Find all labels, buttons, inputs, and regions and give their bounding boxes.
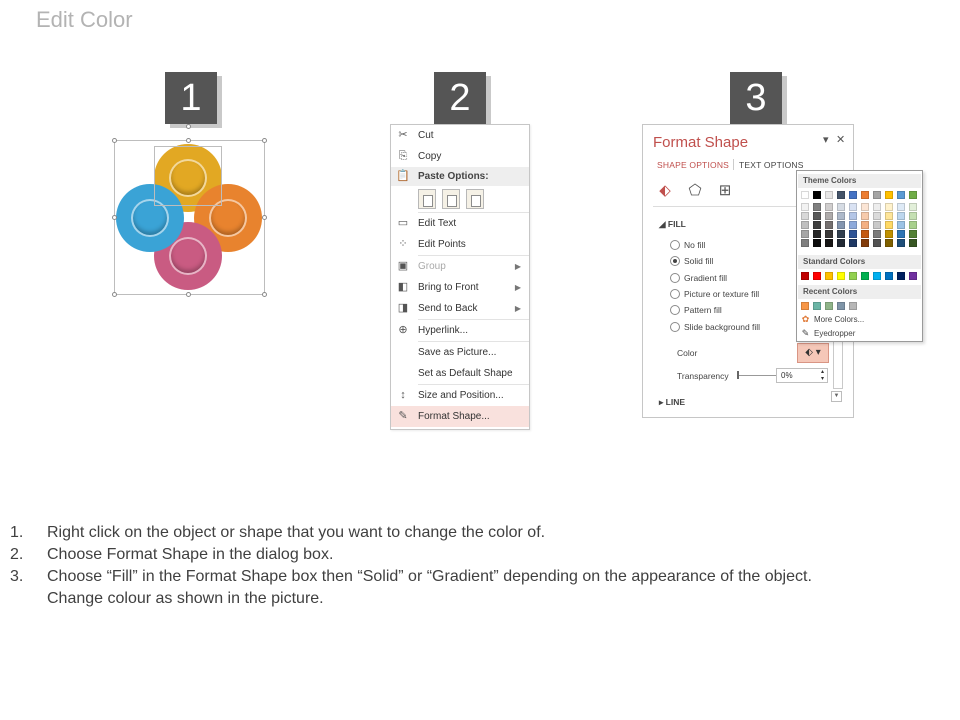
spinner-arrows-icon[interactable]: ▴ ▾ <box>820 369 824 382</box>
menu-item-label: Copy <box>418 151 442 162</box>
theme-shade-swatch[interactable] <box>861 203 869 211</box>
theme-colors-header: Theme Colors <box>798 174 921 188</box>
standard-color-swatch[interactable] <box>897 272 905 280</box>
instruction-number: 2. <box>10 546 24 563</box>
rotate-handle[interactable] <box>186 124 191 129</box>
resize-handle[interactable] <box>262 138 267 143</box>
instruction-number: 3. <box>10 568 24 585</box>
menu-item-format-shape[interactable] <box>391 406 529 427</box>
theme-shade-swatch[interactable] <box>897 212 905 220</box>
line-section-label: LINE <box>665 397 686 407</box>
theme-shade-swatch[interactable] <box>885 239 893 247</box>
theme-shade-swatch[interactable] <box>849 230 857 238</box>
menu-item-label: Cut <box>418 130 434 141</box>
theme-shade-swatch[interactable] <box>873 239 881 247</box>
standard-colors-header: Standard Colors <box>798 255 921 269</box>
theme-shade-swatch[interactable] <box>897 221 905 229</box>
effects-icon[interactable]: ⬠ <box>688 182 702 199</box>
fill-option-solid-fill[interactable]: Solid fill <box>670 255 713 267</box>
menu-item-save-as-picture[interactable] <box>391 342 529 363</box>
standard-color-swatch[interactable] <box>885 272 893 280</box>
theme-shade-swatch[interactable] <box>861 239 869 247</box>
instructions-list <box>10 522 950 610</box>
menu-item-label: Edit Text <box>418 218 457 229</box>
paste-picture-icon[interactable] <box>466 189 484 209</box>
bring-to-front-icon: ◧ <box>397 281 409 293</box>
eyedropper-item[interactable] <box>800 327 855 340</box>
menu-item-label: Send to Back <box>418 303 478 314</box>
theme-shade-swatch[interactable] <box>909 221 917 229</box>
pane-options-dropdown-icon[interactable]: ▾ <box>823 134 829 146</box>
standard-color-swatch[interactable] <box>861 272 869 280</box>
theme-color-swatch[interactable] <box>825 191 833 199</box>
selected-shape-group[interactable] <box>110 122 270 300</box>
menu-item-label: Edit Points <box>418 239 466 250</box>
instruction-number: 1. <box>10 524 24 541</box>
fill-option-no-fill[interactable]: No fill <box>670 239 705 251</box>
theme-shade-swatch[interactable] <box>909 212 917 220</box>
theme-color-swatch[interactable] <box>849 191 857 199</box>
inner-selection-box <box>154 146 222 206</box>
theme-shade-swatch[interactable] <box>825 230 833 238</box>
theme-shade-swatch[interactable] <box>801 230 809 238</box>
theme-shade-swatch[interactable] <box>885 212 893 220</box>
theme-shade-swatch[interactable] <box>837 239 845 247</box>
paste-destination-theme-icon[interactable] <box>442 189 460 209</box>
resize-handle[interactable] <box>112 138 117 143</box>
instruction-item <box>10 544 950 566</box>
theme-shade-swatch[interactable] <box>813 221 821 229</box>
theme-shade-swatch[interactable] <box>801 239 809 247</box>
size-position-icon: ↕ <box>400 389 406 401</box>
theme-color-swatch[interactable] <box>837 191 845 199</box>
theme-shade-swatch[interactable] <box>813 203 821 211</box>
resize-handle[interactable] <box>186 292 191 297</box>
theme-color-swatch[interactable] <box>813 191 821 199</box>
menu-item-group <box>391 256 529 277</box>
theme-shade-swatch[interactable] <box>873 203 881 211</box>
theme-shade-swatch[interactable] <box>825 212 833 220</box>
theme-shade-swatch[interactable] <box>813 239 821 247</box>
color-wheel-icon: ✿ <box>801 314 810 324</box>
instruction-text: Change colour as shown in the picture. <box>47 590 324 607</box>
recent-color-swatch[interactable] <box>849 302 857 310</box>
fill-line-icon[interactable]: ⬖ <box>659 182 671 199</box>
theme-shade-swatch[interactable] <box>873 212 881 220</box>
theme-shade-swatch[interactable] <box>849 221 857 229</box>
theme-shade-swatch[interactable] <box>885 221 893 229</box>
theme-color-swatch[interactable] <box>801 191 809 199</box>
transparency-spinner[interactable] <box>776 368 828 383</box>
theme-shade-swatch[interactable] <box>825 239 833 247</box>
recent-color-swatch[interactable] <box>813 302 821 310</box>
paste-options-label: Paste Options: <box>418 171 489 182</box>
scissors-icon: ✂ <box>398 129 408 141</box>
theme-shade-swatch[interactable] <box>861 221 869 229</box>
menu-item-hyperlink[interactable] <box>391 320 529 341</box>
standard-color-swatch[interactable] <box>873 272 881 280</box>
resize-handle[interactable] <box>262 215 267 220</box>
transparency-label: Transparency <box>677 371 729 381</box>
theme-color-swatch[interactable] <box>909 191 917 199</box>
eyedropper-label: Eyedropper <box>814 329 856 338</box>
edit-text-icon: ▭ <box>397 217 409 229</box>
fill-option-gradient-fill[interactable]: Gradient fill <box>670 272 727 284</box>
paste-options-header <box>391 167 529 186</box>
theme-shade-swatch[interactable] <box>813 212 821 220</box>
standard-color-swatch[interactable] <box>849 272 857 280</box>
transparency-value: 0% <box>781 371 793 380</box>
theme-shade-swatch[interactable] <box>885 203 893 211</box>
menu-item-set-as-default-shape[interactable] <box>391 363 529 384</box>
menu-item-edit-text[interactable] <box>391 213 529 234</box>
recent-color-swatch[interactable] <box>825 302 833 310</box>
fill-color-button[interactable] <box>797 343 829 363</box>
fill-section-header[interactable]: ◢ FILL <box>659 219 686 229</box>
slide-title: Edit Color <box>36 7 133 32</box>
resize-handle[interactable] <box>186 138 191 143</box>
eyedropper-icon: ✎ <box>801 328 810 338</box>
instruction-item <box>10 522 950 544</box>
standard-color-swatch[interactable] <box>813 272 821 280</box>
resize-handle[interactable] <box>112 215 117 220</box>
hyperlink-icon: ⊕ <box>398 324 408 336</box>
menu-item-cut[interactable] <box>391 125 529 146</box>
theme-shade-swatch[interactable] <box>837 212 845 220</box>
step-badge-3: 3 <box>730 72 782 124</box>
line-section-header[interactable]: ▸ LINE <box>659 397 686 407</box>
theme-shade-swatch[interactable] <box>801 212 809 220</box>
standard-color-swatch[interactable] <box>825 272 833 280</box>
pane-divider <box>653 206 803 207</box>
theme-shade-swatch[interactable] <box>837 221 845 229</box>
close-icon[interactable]: ✕ <box>836 134 846 146</box>
instruction-item <box>10 566 950 588</box>
paste-options-row <box>391 186 529 212</box>
theme-shade-swatch[interactable] <box>801 203 809 211</box>
menu-item-copy[interactable] <box>391 146 529 167</box>
pink-circle-inner <box>169 237 207 275</box>
size-properties-icon[interactable]: ⊞ <box>718 182 732 199</box>
recent-color-swatch[interactable] <box>837 302 845 310</box>
paste-keep-source-icon[interactable] <box>418 189 436 209</box>
color-picker-popup <box>796 170 923 342</box>
submenu-arrow-icon: ▶ <box>514 304 521 313</box>
more-colors-label: More Colors... <box>814 315 865 324</box>
theme-shade-swatch[interactable] <box>897 239 905 247</box>
theme-shade-swatch[interactable] <box>837 230 845 238</box>
chevron-down-icon: ▾ <box>815 347 821 358</box>
theme-shade-swatch[interactable] <box>909 203 917 211</box>
menu-item-size-and-position[interactable] <box>391 385 529 406</box>
tab-shape-options[interactable]: SHAPE OPTIONS <box>657 160 730 170</box>
standard-color-swatch[interactable] <box>837 272 845 280</box>
theme-shade-swatch[interactable] <box>825 203 833 211</box>
menu-item-send-to-back[interactable] <box>391 298 529 319</box>
standard-color-swatch[interactable] <box>909 272 917 280</box>
paint-bucket-icon: ⬖ <box>805 347 813 358</box>
edit-points-icon: ⁘ <box>398 238 408 250</box>
instruction-item <box>10 588 950 610</box>
resize-handle[interactable] <box>262 292 267 297</box>
context-menu <box>390 124 530 430</box>
fill-section-label: FILL <box>667 219 686 229</box>
theme-shade-swatch[interactable] <box>825 221 833 229</box>
theme-shade-swatch[interactable] <box>909 239 917 247</box>
tab-divider <box>733 159 734 170</box>
more-colors-item[interactable] <box>800 313 864 326</box>
resize-handle[interactable] <box>112 292 117 297</box>
fill-option-pattern-fill[interactable]: Pattern fill <box>670 304 722 316</box>
menu-item-label: Bring to Front <box>418 282 479 293</box>
theme-shade-swatch[interactable] <box>849 212 857 220</box>
menu-item-label: Hyperlink... <box>418 325 469 336</box>
instruction-text: Choose “Fill” in the Format Shape box then “Solid” or “Gradient” depending on the appearance of the object. <box>47 568 812 585</box>
menu-item-label: Group <box>418 261 446 272</box>
theme-shade-swatch[interactable] <box>801 221 809 229</box>
format-shape-title: Format Shape <box>653 134 749 151</box>
menu-item-bring-to-front[interactable] <box>391 277 529 298</box>
recent-colors-header: Recent Colors <box>798 285 921 299</box>
theme-color-swatch[interactable] <box>885 191 893 199</box>
color-label: Color <box>677 348 698 358</box>
fill-option-slide-background-fill[interactable]: Slide background fill <box>670 321 760 333</box>
fill-option-picture-or-texture-fill[interactable]: Picture or texture fill <box>670 288 759 300</box>
theme-color-swatch[interactable] <box>897 191 905 199</box>
context-menu-items <box>391 213 529 427</box>
theme-shade-swatch[interactable] <box>861 212 869 220</box>
theme-shade-swatch[interactable] <box>897 203 905 211</box>
send-to-back-icon: ◨ <box>397 302 409 314</box>
theme-shade-swatch[interactable] <box>849 203 857 211</box>
theme-color-swatch[interactable] <box>873 191 881 199</box>
tab-text-options[interactable]: TEXT OPTIONS <box>739 160 804 170</box>
submenu-arrow-icon: ▶ <box>514 262 521 271</box>
theme-shade-swatch[interactable] <box>897 230 905 238</box>
recent-color-swatch[interactable] <box>801 302 809 310</box>
copy-icon: ⎘ <box>398 150 408 162</box>
menu-item-label: Save as Picture... <box>418 347 497 358</box>
theme-shade-swatch[interactable] <box>837 203 845 211</box>
theme-shade-swatch[interactable] <box>813 230 821 238</box>
menu-item-label: Format Shape... <box>418 411 490 422</box>
theme-shade-swatch[interactable] <box>885 230 893 238</box>
clipboard-icon: 📋 <box>396 170 410 182</box>
format-shape-icon: ✎ <box>398 410 408 422</box>
menu-item-label: Set as Default Shape <box>418 368 513 379</box>
step-badge-1: 1 <box>165 72 217 124</box>
submenu-arrow-icon: ▶ <box>514 283 521 292</box>
step-badge-2: 2 <box>434 72 486 124</box>
theme-shade-swatch[interactable] <box>909 230 917 238</box>
instruction-text: Choose Format Shape in the dialog box. <box>47 546 334 563</box>
theme-shade-swatch[interactable] <box>873 230 881 238</box>
scroll-down-icon[interactable]: ▼ <box>831 391 842 402</box>
transparency-slider-handle[interactable] <box>737 371 739 379</box>
theme-shade-swatch[interactable] <box>849 239 857 247</box>
theme-shade-swatch[interactable] <box>861 230 869 238</box>
menu-item-edit-points[interactable] <box>391 234 529 255</box>
instruction-text: Right click on the object or shape that you want to change the color of. <box>47 524 546 541</box>
theme-shade-swatch[interactable] <box>873 221 881 229</box>
group-icon: ▣ <box>397 260 409 272</box>
menu-item-label: Size and Position... <box>418 390 504 401</box>
theme-color-swatch[interactable] <box>861 191 869 199</box>
standard-color-swatch[interactable] <box>801 272 809 280</box>
